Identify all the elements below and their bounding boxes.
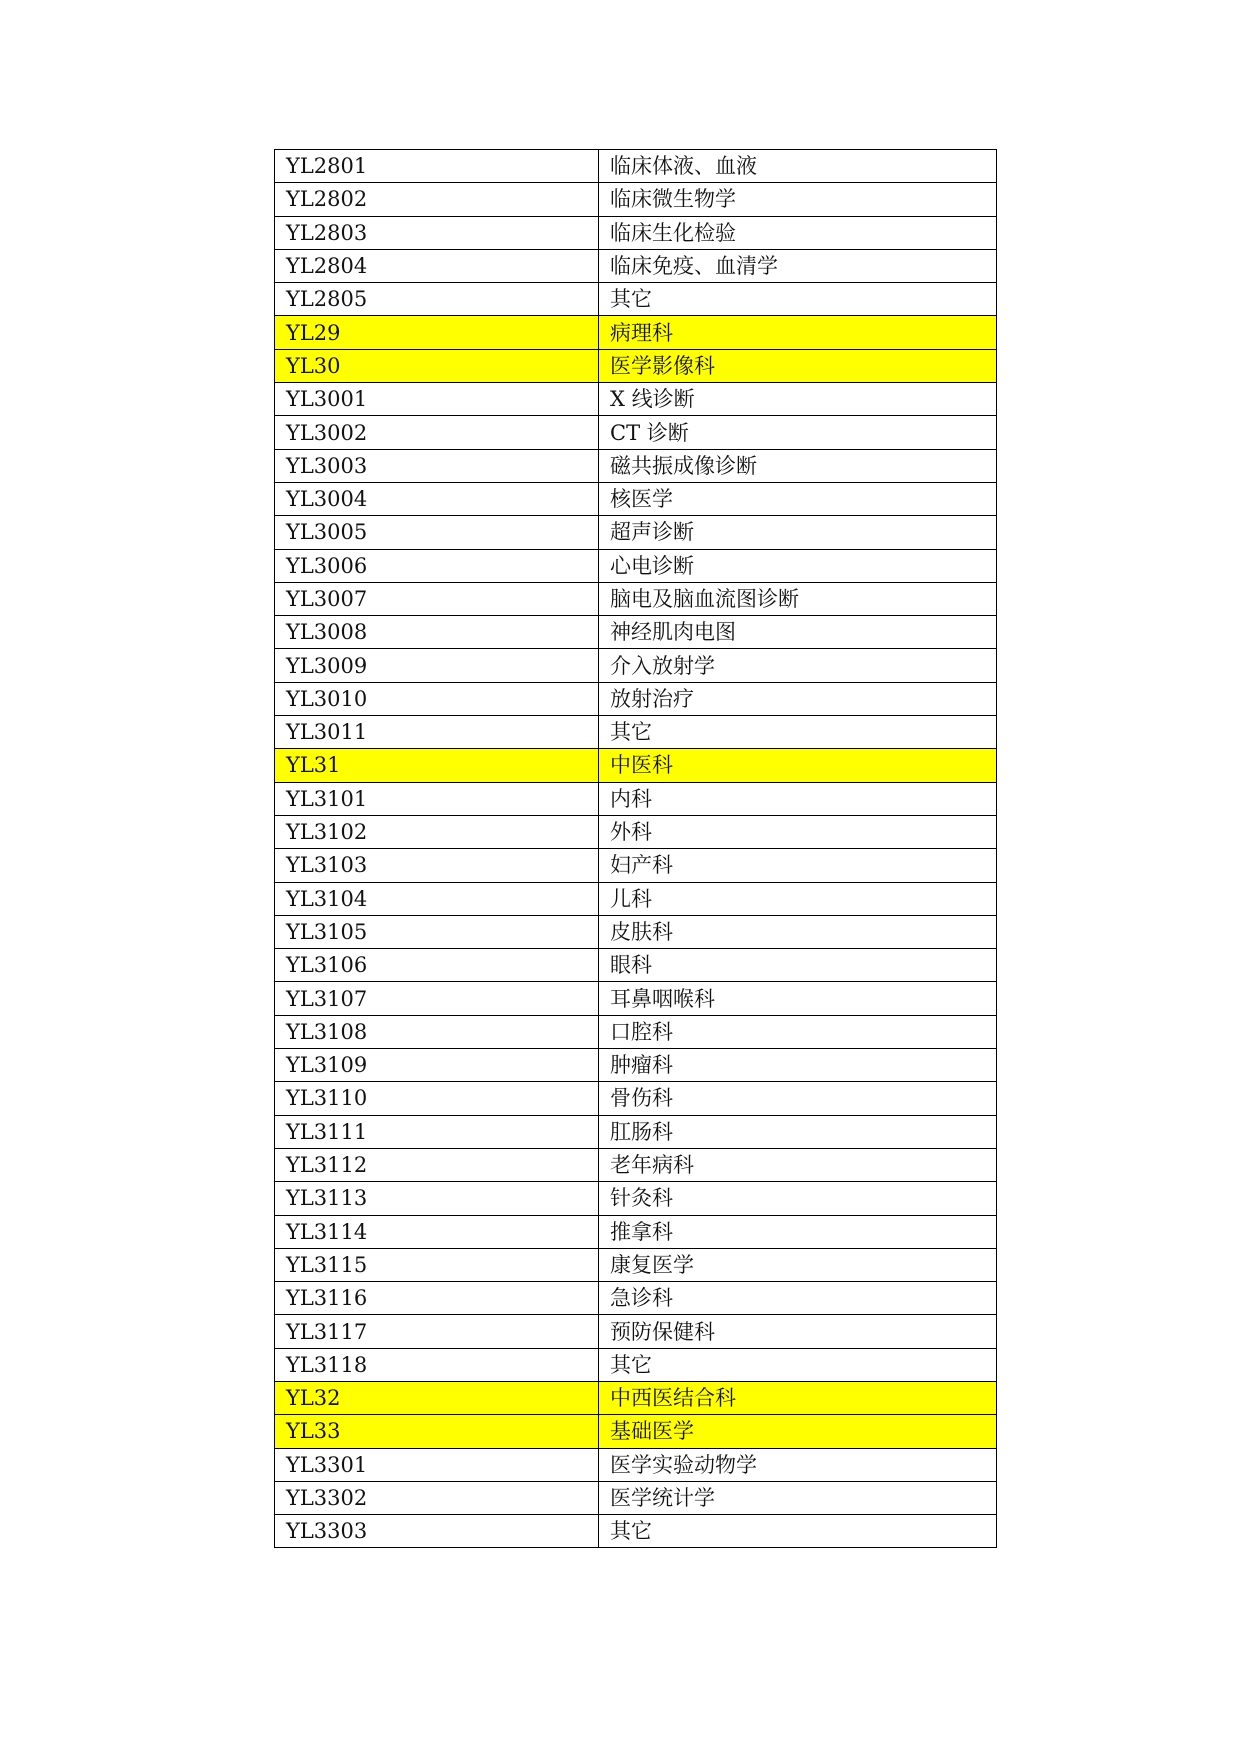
discipline-name-cell: 放射治疗 (599, 682, 997, 715)
table-row (275, 1049, 997, 1082)
discipline-name-cell: 中西医结合科 (599, 1381, 997, 1414)
code-cell: YL2803 (275, 216, 599, 249)
table-row (275, 516, 997, 549)
code-cell: YL3008 (275, 616, 599, 649)
table-row (275, 316, 997, 349)
discipline-name-cell: 口腔科 (599, 1015, 997, 1048)
table-row (275, 649, 997, 682)
discipline-name-cell: 其它 (599, 716, 997, 749)
discipline-name-cell: 外科 (599, 815, 997, 848)
code-cell: YL3009 (275, 649, 599, 682)
discipline-name-cell: 中医科 (599, 749, 997, 782)
discipline-code-table (274, 149, 997, 1548)
table-row (275, 1381, 997, 1414)
code-cell: YL3106 (275, 949, 599, 982)
table-row (275, 549, 997, 582)
table-row (275, 1248, 997, 1281)
code-cell: YL2805 (275, 283, 599, 316)
table-row (275, 1115, 997, 1148)
discipline-name-cell: 脑电及脑血流图诊断 (599, 582, 997, 615)
code-cell: YL3117 (275, 1315, 599, 1348)
discipline-name-cell: 内科 (599, 782, 997, 815)
discipline-name-cell: 耳鼻咽喉科 (599, 982, 997, 1015)
table-row (275, 150, 997, 183)
table-row (275, 815, 997, 848)
discipline-name-cell: X 线诊断 (599, 383, 997, 416)
table-row (275, 716, 997, 749)
discipline-name-cell: 临床生化检验 (599, 216, 997, 249)
discipline-name-cell: 医学实验动物学 (599, 1448, 997, 1481)
code-cell: YL3116 (275, 1282, 599, 1315)
table-row (275, 849, 997, 882)
discipline-name-cell: 临床微生物学 (599, 183, 997, 216)
code-cell: YL3115 (275, 1248, 599, 1281)
table-row (275, 1148, 997, 1181)
table-row (275, 1481, 997, 1514)
discipline-name-cell: 超声诊断 (599, 516, 997, 549)
discipline-name-cell: 儿科 (599, 882, 997, 915)
code-cell: YL3101 (275, 782, 599, 815)
discipline-name-cell: 临床免疫、血清学 (599, 249, 997, 282)
code-cell: YL3118 (275, 1348, 599, 1381)
code-cell: YL3006 (275, 549, 599, 582)
table-row (275, 949, 997, 982)
table-row (275, 1415, 997, 1448)
code-cell: YL3111 (275, 1115, 599, 1148)
code-cell: YL3109 (275, 1049, 599, 1082)
discipline-name-cell: 病理科 (599, 316, 997, 349)
code-cell: YL3105 (275, 915, 599, 948)
code-cell: YL33 (275, 1415, 599, 1448)
table-row (275, 915, 997, 948)
discipline-name-cell: 预防保健科 (599, 1315, 997, 1348)
code-cell: YL3011 (275, 716, 599, 749)
discipline-name-cell: 磁共振成像诊断 (599, 449, 997, 482)
discipline-name-cell: 其它 (599, 283, 997, 316)
discipline-name-cell: 急诊科 (599, 1282, 997, 1315)
discipline-name-cell: 康复医学 (599, 1248, 997, 1281)
code-cell: YL2804 (275, 249, 599, 282)
discipline-name-cell: 妇产科 (599, 849, 997, 882)
discipline-name-cell: 针灸科 (599, 1182, 997, 1215)
table-row (275, 1182, 997, 1215)
code-cell: YL3303 (275, 1515, 599, 1548)
table-row (275, 782, 997, 815)
discipline-name-cell: 心电诊断 (599, 549, 997, 582)
code-cell: YL3103 (275, 849, 599, 882)
table-row (275, 349, 997, 382)
discipline-name-cell: 神经肌肉电图 (599, 616, 997, 649)
discipline-name-cell: 核医学 (599, 482, 997, 515)
table-row (275, 1282, 997, 1315)
discipline-name-cell: 医学统计学 (599, 1481, 997, 1514)
code-cell: YL2802 (275, 183, 599, 216)
table-row (275, 1215, 997, 1248)
code-cell: YL32 (275, 1381, 599, 1414)
code-cell: YL3003 (275, 449, 599, 482)
table-row (275, 749, 997, 782)
table-row (275, 449, 997, 482)
code-cell: YL2801 (275, 150, 599, 183)
code-cell: YL31 (275, 749, 599, 782)
code-cell: YL3114 (275, 1215, 599, 1248)
table-body (275, 150, 997, 1548)
code-cell: YL3110 (275, 1082, 599, 1115)
code-cell: YL3104 (275, 882, 599, 915)
table-row (275, 582, 997, 615)
discipline-name-cell: 其它 (599, 1348, 997, 1381)
code-cell: YL3112 (275, 1148, 599, 1181)
table-row (275, 216, 997, 249)
code-cell: YL3108 (275, 1015, 599, 1048)
code-cell: YL3302 (275, 1481, 599, 1514)
table-row (275, 1015, 997, 1048)
table-row (275, 616, 997, 649)
discipline-name-cell: 介入放射学 (599, 649, 997, 682)
table-row (275, 882, 997, 915)
code-cell: YL3007 (275, 582, 599, 615)
table-row (275, 283, 997, 316)
code-cell: YL3301 (275, 1448, 599, 1481)
table-row (275, 1082, 997, 1115)
code-cell: YL3102 (275, 815, 599, 848)
discipline-name-cell: 皮肤科 (599, 915, 997, 948)
table-row (275, 1348, 997, 1381)
table-row (275, 249, 997, 282)
discipline-name-cell: 临床体液、血液 (599, 150, 997, 183)
discipline-name-cell: 肛肠科 (599, 1115, 997, 1148)
discipline-name-cell: 老年病科 (599, 1148, 997, 1181)
discipline-name-cell: 其它 (599, 1515, 997, 1548)
table-row (275, 183, 997, 216)
code-cell: YL3002 (275, 416, 599, 449)
discipline-name-cell: CT 诊断 (599, 416, 997, 449)
code-cell: YL29 (275, 316, 599, 349)
table-row (275, 383, 997, 416)
code-cell: YL3010 (275, 682, 599, 715)
table-row (275, 1448, 997, 1481)
table-row (275, 982, 997, 1015)
table-row (275, 416, 997, 449)
table-row (275, 1315, 997, 1348)
discipline-name-cell: 推拿科 (599, 1215, 997, 1248)
table-row (275, 682, 997, 715)
code-cell: YL3001 (275, 383, 599, 416)
discipline-name-cell: 基础医学 (599, 1415, 997, 1448)
code-cell: YL3004 (275, 482, 599, 515)
discipline-name-cell: 医学影像科 (599, 349, 997, 382)
discipline-name-cell: 骨伤科 (599, 1082, 997, 1115)
discipline-name-cell: 眼科 (599, 949, 997, 982)
code-cell: YL3113 (275, 1182, 599, 1215)
code-cell: YL30 (275, 349, 599, 382)
discipline-name-cell: 肿瘤科 (599, 1049, 997, 1082)
table-row (275, 482, 997, 515)
code-cell: YL3107 (275, 982, 599, 1015)
table-row (275, 1515, 997, 1548)
code-cell: YL3005 (275, 516, 599, 549)
